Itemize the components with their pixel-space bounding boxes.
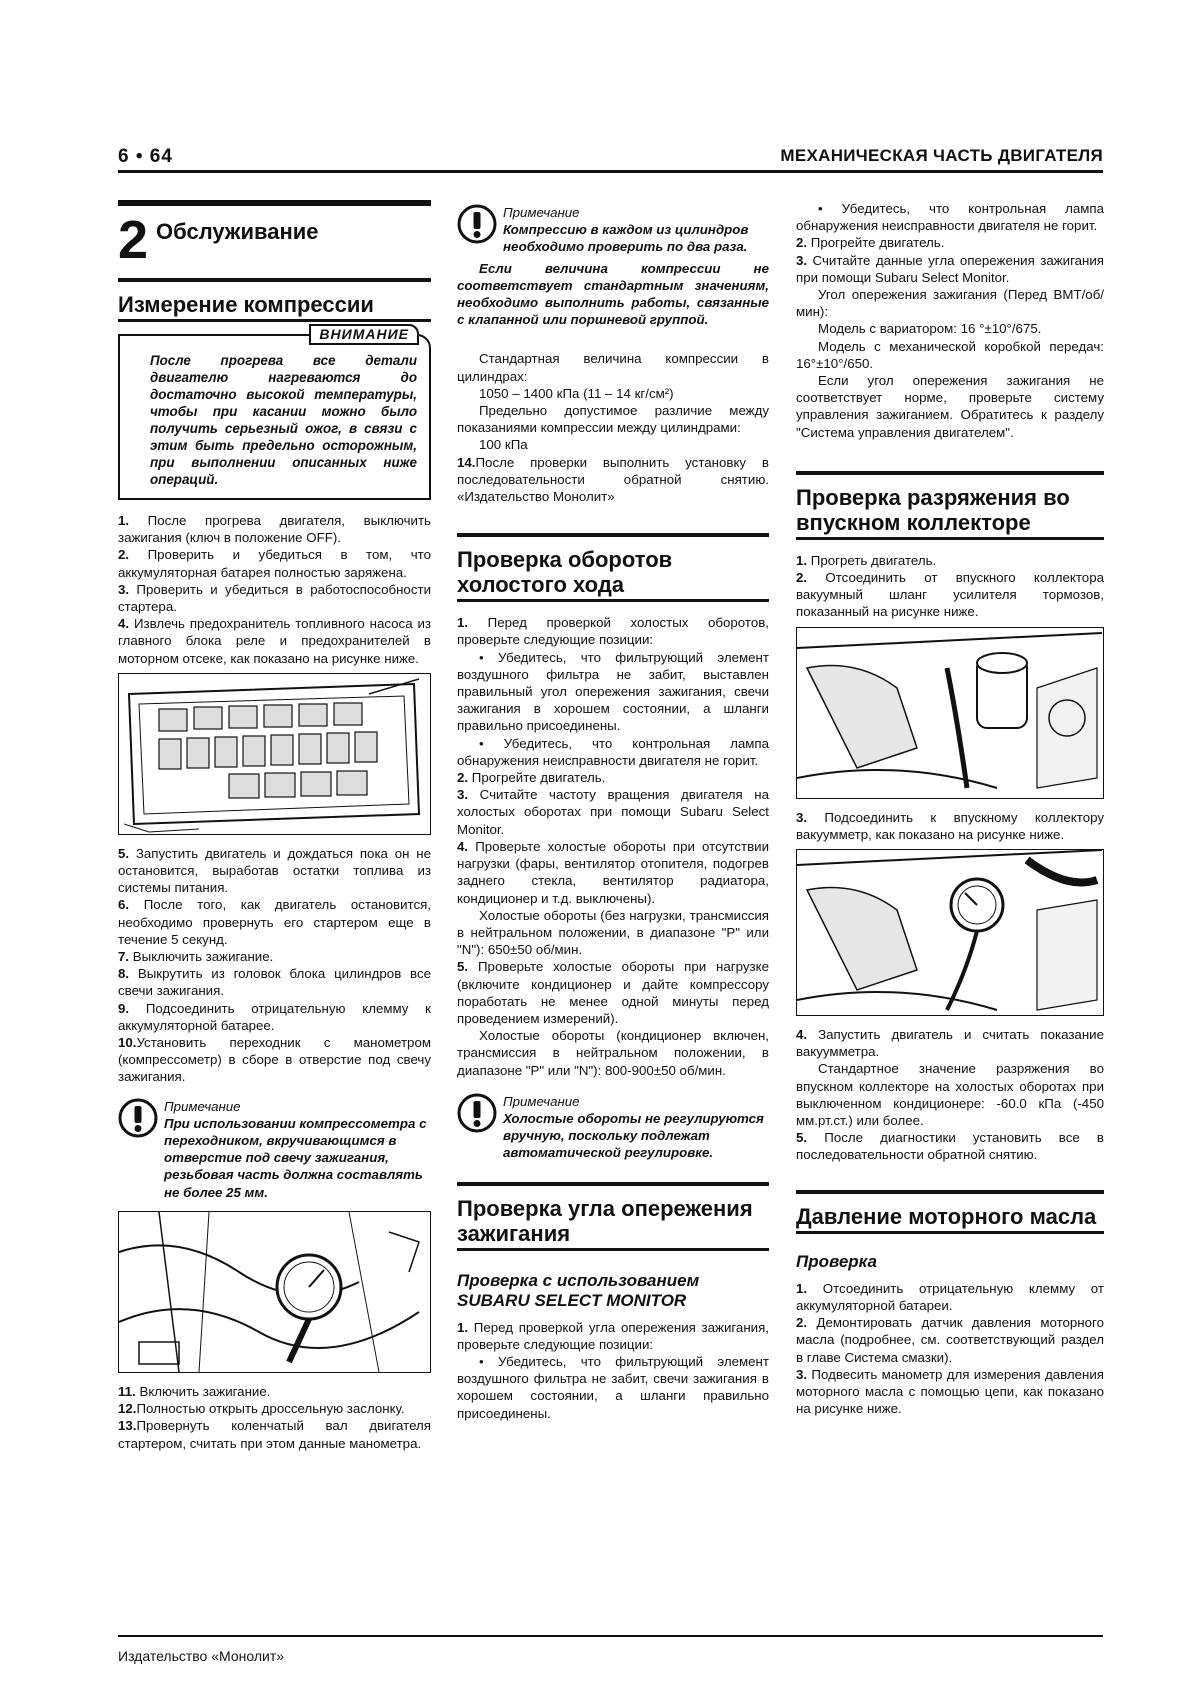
- idle-spec-1: Холостые обороты (без нагрузки, трансмиссия в нейтральном положении, в диапазоне "P" или "N"): 650±50 об/мин.: [457, 907, 769, 958]
- note-text: При использовании компрессометра с переходником, вкручивающимся в отверстие под свечу зажигания, резьбовая часть должна составлять не более 25 мм.: [164, 1115, 427, 1200]
- idle-step-3: 3. Считайте частоту вращения двигателя на холостых оборотах при помощи Subaru Select Monitor.: [457, 787, 769, 837]
- diff-compression-label: Предельно допустимое различие между показаниями компрессии между цилиндрами:: [457, 403, 769, 436]
- vacuum-gauge-illustration: [796, 849, 1104, 1016]
- step-11: 11. Включить зажигание.: [118, 1383, 271, 1399]
- steps-1-4: [118, 512, 431, 667]
- vacuum-hose-illustration: [796, 627, 1104, 799]
- steps-5-10: [118, 845, 431, 1086]
- section-title: Обслуживание: [156, 218, 319, 244]
- idle-step-1: 1. Перед проверкой холостых оборотов, проверьте следующие позиции:: [457, 615, 769, 648]
- steps-11-13: [118, 1383, 431, 1452]
- ign-spec-cvt: Модель с вариатором: 16 °±10°/675.: [818, 321, 1042, 337]
- exclamation-icon: [118, 1098, 158, 1138]
- heading-idle: Проверка оборотов холостого хода: [457, 533, 769, 602]
- subheading-select-monitor: Проверка с использованием SUBARU SELECT MONITOR: [457, 1270, 700, 1310]
- heading-vacuum: Проверка разряжения во впускном коллекторе: [796, 471, 1104, 540]
- heading-oil-pressure: Давление моторного масла: [796, 1190, 1104, 1234]
- step-3: 3. Проверить и убедиться в работоспособности стартера.: [118, 581, 431, 615]
- note-idle: [457, 1093, 769, 1162]
- step-13: 13.Провернуть коленчатый вал двигателя стартером, считать при этом данные манометра.: [118, 1418, 431, 1451]
- header-rule: [118, 170, 1103, 173]
- step-2: 2. Проверить и убедиться в том, что аккумуляторная батарея полностью заряжена.: [118, 547, 431, 580]
- ign-step-2: 2. Прогрейте двигатель.: [796, 235, 945, 251]
- idle-step-2: 2. Прогрейте двигатель.: [457, 770, 606, 786]
- note-title: Примечание: [164, 1098, 241, 1114]
- std-compression-value: 1050 – 1400 кПа (11 – 14 кг/см²): [479, 385, 674, 401]
- step-8: 8. Выкрутить из головок блока цилиндров все свечи зажигания.: [118, 966, 431, 999]
- warning-label: ВНИМАНИЕ: [309, 324, 419, 345]
- vac-step-5: 5. После диагностики установить все в последовательности обратной снятию.: [796, 1130, 1104, 1163]
- ign-spec-mt: Модель с механической коробкой передач: 16°±10°/650.: [796, 338, 1104, 371]
- note-adapter: [118, 1098, 431, 1201]
- warning-box: [118, 326, 431, 500]
- column-3: [796, 200, 1104, 1417]
- vac-spec: Стандартное значение разряжения во впускном коллекторе на холостых оборотах при выключенном кондиционере: -60.0 кПа (-450 мм.рт.ст.) или более.: [796, 1061, 1104, 1129]
- oil-step-3: 3. Подвесить манометр для измерения давления моторного масла с помощью цепи, как показано на рисунке ниже.: [796, 1366, 1104, 1417]
- heading-ignition: Проверка угла опережения зажигания: [457, 1182, 769, 1251]
- ign-spec-label: Угол опережения зажигания (Перед ВМТ/об/мин):: [796, 287, 1104, 320]
- column-1: [118, 200, 431, 1452]
- step-7: 7. Выключить зажигание.: [118, 949, 274, 965]
- note-text-b: Если величина компрессии не соответствует стандартным значениям, необходимо выполнить работы, связанные с клапанной или поршневой группой.: [457, 260, 769, 328]
- note-text-a: Компрессию в каждом из цилиндров необходимо проверить по два раза.: [503, 222, 749, 255]
- footer-publisher: Издательство «Монолит»: [118, 1648, 285, 1664]
- std-compression-label: Стандартная величина компрессии в цилиндрах:: [457, 351, 769, 384]
- note-title: Примечание: [503, 1093, 580, 1109]
- exclamation-icon: [457, 204, 497, 244]
- step-14: 14.После проверки выполнить установку в последовательности обратной снятию. «Издательство Монолит»: [457, 454, 769, 505]
- idle-step-5: 5. Проверьте холостые обороты при нагрузке (включите кондиционер и дайте компрессору поработать не менее одной минуты перед проведением измерений).: [457, 959, 769, 1026]
- section-header: [118, 200, 431, 270]
- vac-step-3: 3. Подсоединить к впускному коллектору вакуумметр, как показано на рисунке ниже.: [796, 809, 1104, 842]
- ign-bullet-2: • Убедитесь, что контрольная лампа обнаружения неисправности двигателя не горит.: [796, 201, 1104, 234]
- idle-bullet-1: • Убедитесь, что фильтрующий элемент воздушного фильтра не забит, выставлен правильный угол опережения зажигания, свечи зажигания в хорошем состоянии, а шланги правильно присоединены.: [457, 649, 769, 734]
- ign-bullet-1: • Убедитесь, что фильтрующий элемент воздушного фильтра не забит, свечи зажигания в хорошем состоянии, а шланги правильно присоединены.: [457, 1353, 769, 1421]
- ign-step-1: 1. Перед проверкой угла опережения зажигания, проверьте следующие позиции:: [457, 1319, 769, 1352]
- oil-step-2: 2. Демонтировать датчик давления моторного масла (подробнее, см. соответствующий раздел в главе Система смазки).: [796, 1315, 1104, 1365]
- step-4: 4. Извлечь предохранитель топливного насоса из главного блока реле и предохранителей в моторном отсеке, как показано на рисунке ниже.: [118, 616, 431, 666]
- chapter-title: МЕХАНИЧЕСКАЯ ЧАСТЬ ДВИГАТЕЛЯ: [780, 146, 1103, 165]
- footer-rule: [118, 1635, 1103, 1637]
- vac-step-2: 2. Отсоединить от впускного коллектора вакуумный шланг усилителя тормозов, показанный на рисунке ниже.: [796, 570, 1104, 620]
- compression-gauge-illustration: [118, 1211, 431, 1373]
- subheading-check: Проверка: [796, 1251, 877, 1271]
- column-2: [457, 200, 769, 1422]
- diff-compression-value: 100 кПа: [479, 437, 528, 453]
- step-5: 5. Запустить двигатель и дождаться пока он не остановится, выработав остатки топлива из системы питания.: [118, 845, 431, 896]
- vac-step-1: 1. Прогреть двигатель.: [796, 552, 937, 568]
- exclamation-icon: [457, 1093, 497, 1133]
- step-6: 6. После того, как двигатель остановится, необходимо провернуть его стартером еще в течение 5 секунд.: [118, 897, 431, 947]
- oil-step-1: 1. Отсоединить отрицательную клемму от аккумуляторной батареи.: [796, 1280, 1104, 1313]
- warning-text: После прогрева все детали двигателю нагреваются до достаточно высокой температуры, чтобы при касании можно было получить серьезный ожог, в связи с этим быть предельно осторожным, при выполнении описанных ниже операций.: [150, 353, 417, 487]
- step-10: 10.Установить переходник с манометром (компрессометр) в сборе в отверстие под свечу зажигания.: [118, 1035, 431, 1085]
- heading-compression: Измерение компрессии: [118, 278, 431, 322]
- step-12: 12.Полностью открыть дроссельную заслонку.: [118, 1401, 405, 1417]
- note-compression: [457, 204, 769, 256]
- step-9: 9. Подсоединить отрицательную клемму к аккумуляторной батарее.: [118, 1000, 431, 1033]
- idle-step-4: 4. Проверьте холостые обороты при отсутствии нагрузки (фары, вентилятор отопителя, подогрев заднего стекла, вентилятор радиатора, кондиционер и т.д. выключены).: [457, 838, 769, 906]
- step-1: 1. После прогрева двигателя, выключить зажигания (ключ в положение OFF).: [118, 513, 431, 546]
- idle-spec-2: Холостые обороты (кондиционер включен, трансмиссия в нейтральном положении, в диапазоне "P" или "N"): 800-900±50 об/мин.: [457, 1028, 769, 1078]
- fuse-box-illustration: [118, 673, 431, 835]
- ign-note: Если угол опережения зажигания не соответствует норме, проверьте систему управления зажиганием. Обратитесь к разделу "Система управления двигателем".: [796, 373, 1104, 440]
- note-title: Примечание: [503, 205, 580, 220]
- ign-step-3: 3. Считайте данные угла опережения зажигания при помощи Subaru Select Monitor.: [796, 252, 1104, 285]
- note-text: Холостые обороты не регулируются вручную, поскольку подлежат автоматической регулировке.: [503, 1110, 764, 1161]
- vac-step-4: 4. Запустить двигатель и считать показание вакуумметра.: [796, 1027, 1104, 1060]
- section-number: 2: [118, 210, 149, 270]
- idle-bullet-2: • Убедитесь, что контрольная лампа обнаружения неисправности двигателя не горит.: [457, 735, 769, 768]
- page-number: 6 • 64: [118, 146, 173, 167]
